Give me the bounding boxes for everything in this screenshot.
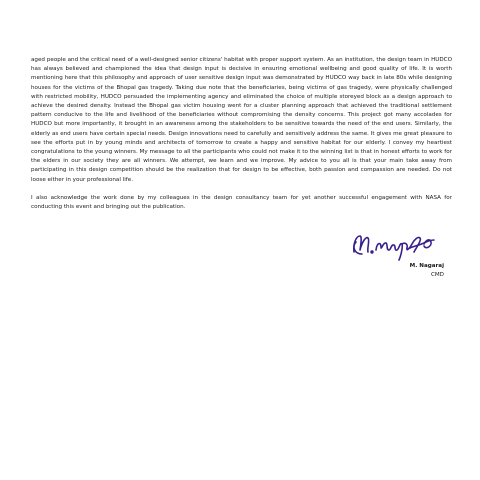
handwritten-signature <box>348 228 444 262</box>
signatory-title: CMD <box>430 272 444 279</box>
letter-body <box>31 56 452 222</box>
letter-paragraph-1: aged people and the critical need of a well-designed senior citizens' habitat with proper support system. As an institution, the design team in HUDCO has always believed and championed the idea that design input is decisive in ensuring emotional wellbeing and good quality of life. It is worth mentioning here that this philosophy and approach of user sensitive design input was demonstrated by HUDCO way back in late 80s while designing houses for the victims of the Bhopal gas tragedy. Taking due note that the beneficiaries, being victims of gas tragedy, were physically challenged with restricted mobility, HUDCO persuaded the implementing agency and eliminated the choice of multiple storeyed block as a design approach to achieve the desired density. Instead the Bhopal gas victim housing went for a cluster planning approach that achieved the traditional settlement pattern conducive to the life and livelihood of the beneficiaries without compromising the density concerns. This project got many accolades for HUDCO but more importantly, it brought in an awareness among the stakeholders to be sensitive towards the need of the end users. Similarly, the elderly as end users have certain special needs. Design innovations need to carefully and sensitively address the same. It gives me great pleasure to see the efforts put in by young minds and architects of tomorrow to create a happy and sensitive habitat for our elderly. I convey my heartiest congratulations to the young winners. My message to all the participants who could not make it to the winning list is that in honest efforts to work for the elders in our society they are all winners. We attempt, we learn and we improve. My advice to you all is that your main take away from participating in this design competition should be the realization that for design to be effective, both passion and compassion are needed. Do not loose either in your professional life. <box>31 57 452 183</box>
signatory-block <box>410 262 444 280</box>
signatory-name: M. Nagaraj <box>409 263 444 269</box>
letter-paragraph-2: I also acknowledge the work done by my colleagues in the design consultancy team for yet another successful engagement with NASA for conducting this event and bringing out the publication. <box>31 195 452 211</box>
